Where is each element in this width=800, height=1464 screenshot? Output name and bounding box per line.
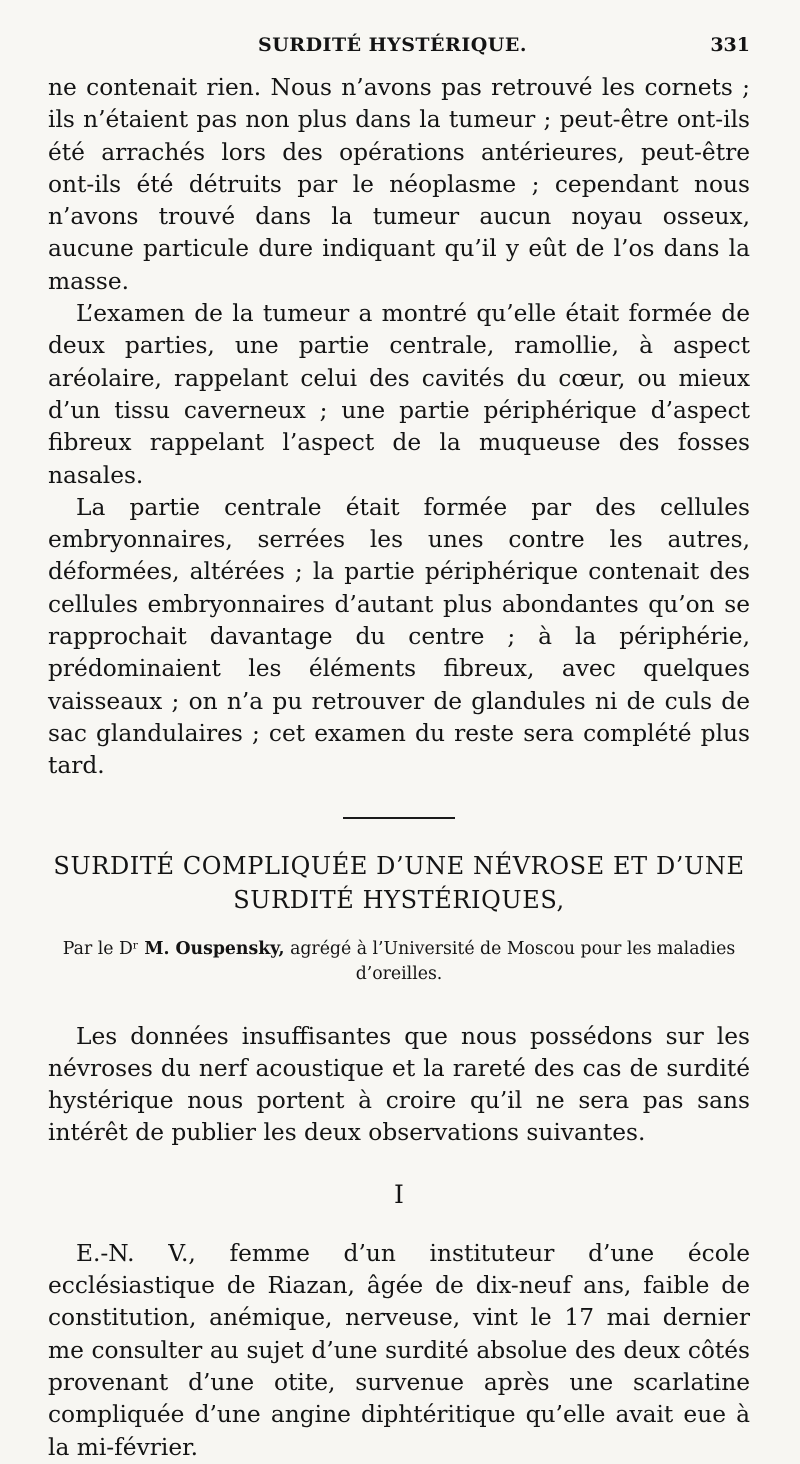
page-number: 331 [710, 34, 750, 56]
article-byline [48, 937, 750, 987]
paragraph-tumor-exam: L’examen de la tumeur a montré qu’elle était formée de deux parties, une partie centrale, ramollie, à aspect aréolaire, rappelant celui des cavités du cœur, ou mieux d’un tissu caverneux ; une partie périphérique d’aspect fibreux rappelant l’aspect de la muqueuse des fosses nasales. [48, 300, 750, 489]
running-header [48, 34, 750, 62]
article-intro-paragraph: Les données insuffisantes que nous possédons sur les névroses du nerf acoustique et la rareté des cas de surdité hystérique nous portent à croire qu’il ne sera pas sans intérêt de publier les deux observations suivantes. [48, 1022, 750, 1147]
byline-prefix: Par le Dʳ [62, 938, 145, 959]
section-numeral: I [394, 1179, 404, 1209]
article-title [48, 849, 750, 917]
article-title-line-1: SURDITÉ COMPLIQUÉE D’UNE NÉVROSE ET D’UNE [53, 851, 745, 880]
byline-affiliation: agrégé à l’Université de Moscou pour les maladies d’oreilles. [284, 938, 736, 984]
section-separator-rule [343, 817, 455, 819]
article-title-line-2: SURDITÉ HYSTÉRIQUES, [233, 885, 565, 914]
case-description-paragraph: E.-N. V., femme d’un instituteur d’une école ecclésiastique de Riazan, âgée de dix-neuf ans, faible de constitution, anémique, nerveuse, vint le 17 mai dernier me consulter au sujet d’une surdité absolue des deux côtés provenant d’une otite, survenue après une scarlatine compliquée d’une angine diphtéritique qu’elle avait eue à la mi-février. [48, 1239, 750, 1461]
page-body [48, 72, 750, 1464]
running-title: SURDITÉ HYSTÉRIQUE. [258, 34, 527, 56]
paragraph-tumor-cells: La partie centrale était formée par des cellules embryonnaires, serrées les unes contre les autres, déformées, altérées ; la partie périphérique contenait des cellules embryonnaires d’autant plus abondantes qu’on se rapprochait davantage du centre ; à la périphérie, prédominaient les éléments fibreux, avec quelques vaisseaux ; on n’a pu retrouver de glandules ni de culs de sac glandulaires ; cet examen du reste sera complété plus tard. [48, 493, 750, 780]
paragraph-continuation: ne contenait rien. Nous n’avons pas retrouvé les cornets ; ils n’étaient pas non plus dans la tumeur ; peut-être ont-ils été arrachés lors des opérations antérieures, peut-être ont-ils été détruits par le néoplasme ; cependant nous n’avons trouvé dans la tumeur aucun noyau osseux, aucune particule dure indiquant qu’il y eût de l’os dans la masse. [48, 74, 750, 295]
byline-author: M. Ouspensky, [144, 938, 285, 959]
